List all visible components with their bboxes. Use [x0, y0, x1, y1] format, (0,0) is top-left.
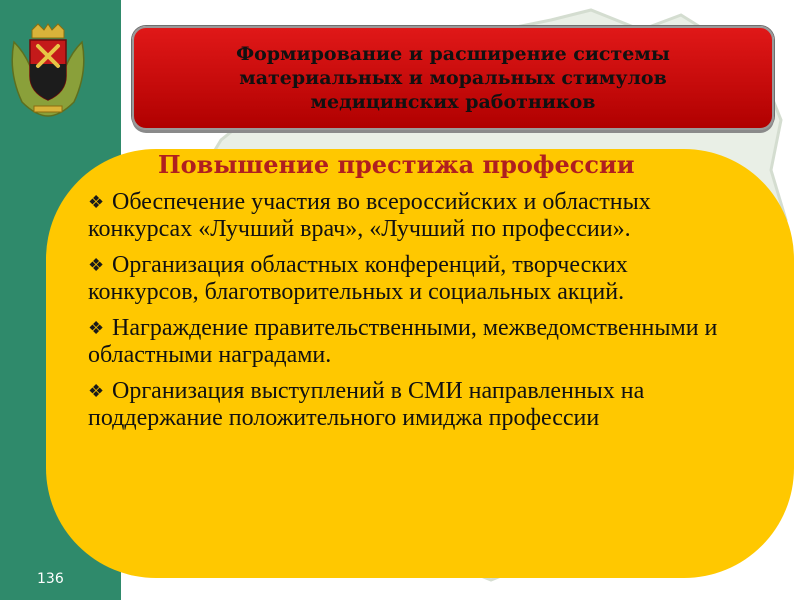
list-item-text: Награждение правительственными, межведомственными и областными наградами.	[88, 315, 718, 368]
content-panel	[46, 149, 794, 578]
diamond-bullet-icon: ❖	[88, 255, 105, 275]
section-subtitle: Повышение престижа профессии	[158, 150, 635, 179]
diamond-bullet-icon: ❖	[88, 381, 105, 401]
slide-title: Формирование и расширение системы материальных и моральных стимулов медицинских работников	[236, 43, 670, 113]
list-item-text: Обеспечение участия во всероссийских и областных конкурсах «Лучший врач», «Лучший по профессии».	[88, 189, 651, 242]
list-item-text: Организация выступлений в СМИ направленных на поддержание положительного имиджа профессии	[88, 378, 645, 431]
list-item	[88, 252, 728, 306]
title-banner	[132, 26, 774, 130]
page-number: 136	[37, 571, 64, 587]
regional-coat-of-arms-icon	[8, 22, 88, 118]
list-item-text: Организация областных конференций, творческих конкурсов, благотворительных и социальных акций.	[88, 252, 628, 305]
list-item	[88, 378, 728, 432]
diamond-bullet-icon: ❖	[88, 192, 105, 212]
diamond-bullet-icon: ❖	[88, 318, 105, 338]
list-item	[88, 189, 728, 243]
bullet-list	[88, 189, 728, 441]
list-item	[88, 315, 728, 369]
